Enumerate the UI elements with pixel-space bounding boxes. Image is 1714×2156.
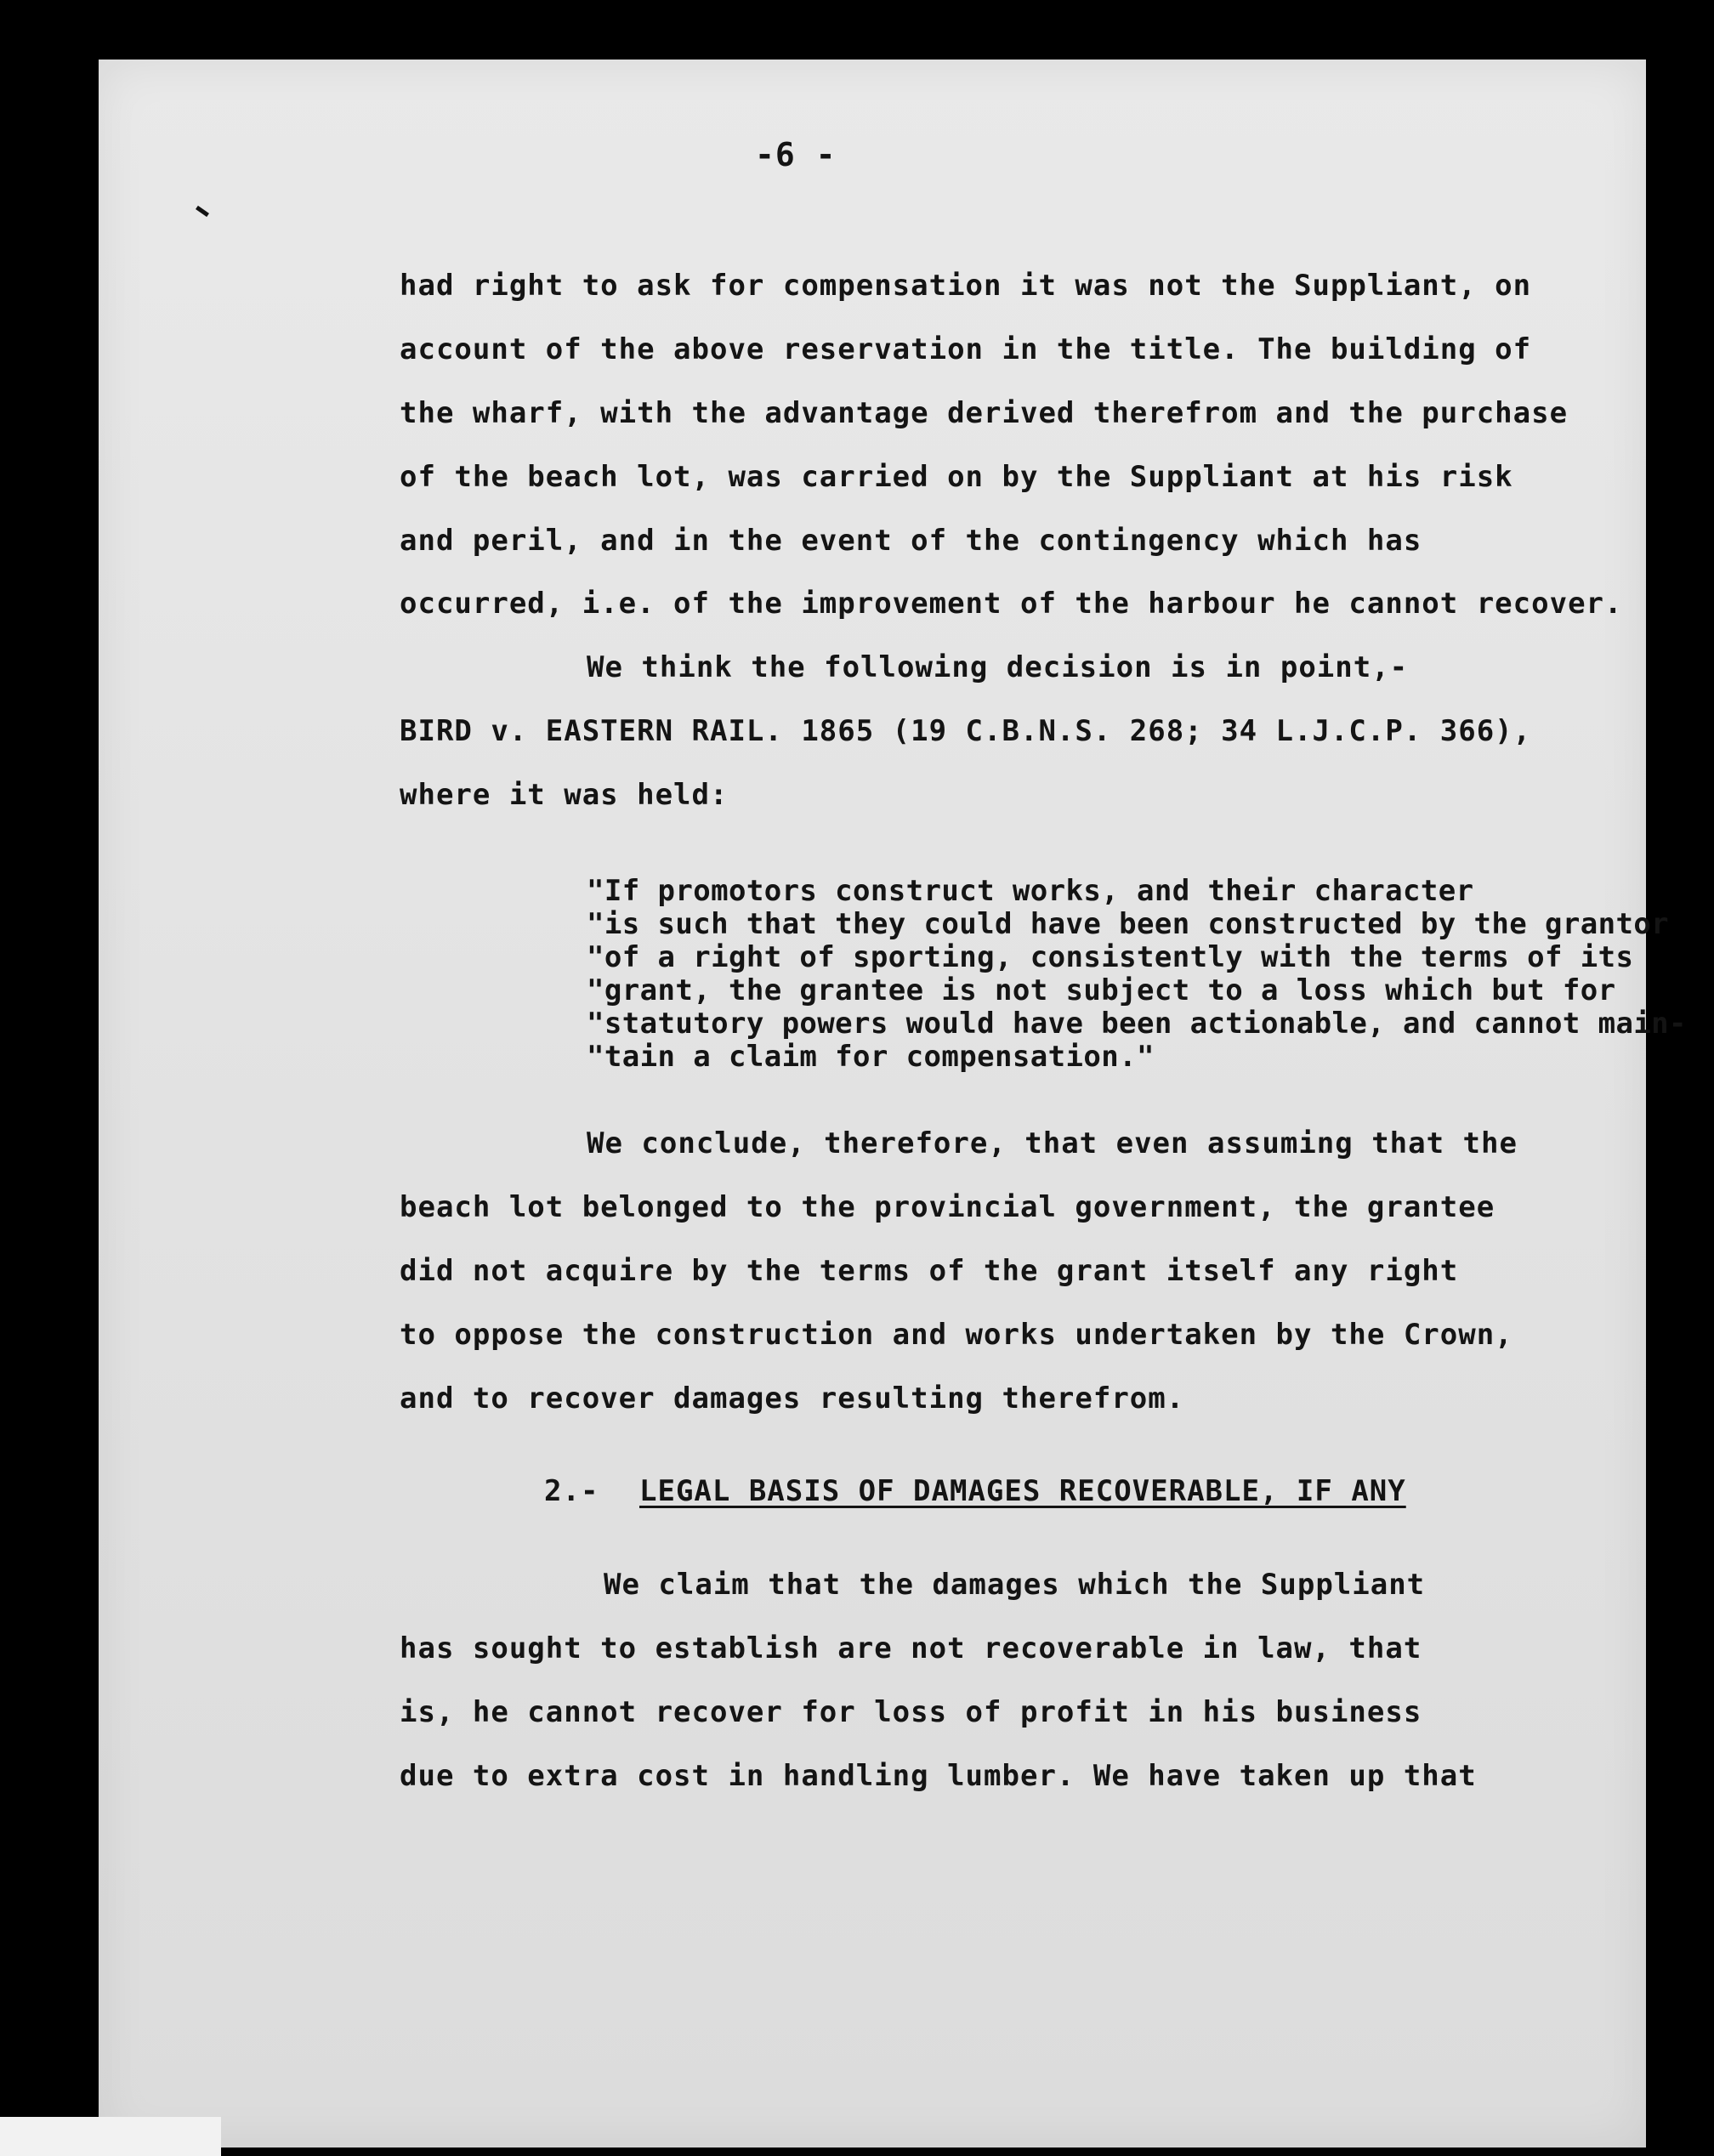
paragraph-2-line-3: where it was held: — [400, 778, 729, 812]
case-citation: BIRD v. EASTERN RAIL. 1865 (19 C.B.N.S. 268; 34 L.J.C.P. 366), — [400, 714, 1532, 748]
paragraph-3-line-2: beach lot belonged to the provincial government, the grantee — [400, 1190, 1495, 1224]
paragraph-4-line-4: due to extra cost in handling lumber. We have taken up that — [400, 1759, 1477, 1793]
section-heading-number: 2.- — [544, 1474, 599, 1508]
quotation-line-6: "tain a claim for compensation." — [587, 1040, 1155, 1074]
paragraph-1-line-2: account of the above reservation in the title. The building of — [400, 332, 1532, 366]
paragraph-2-line-1: We think the following decision is in point,- — [587, 650, 1409, 684]
quotation-line-1: "If promotors construct works, and their character — [587, 874, 1474, 908]
paragraph-4-line-3: is, he cannot recover for loss of profit in his business — [400, 1695, 1422, 1729]
paragraph-1-line-5: and peril, and in the event of the contingency which has — [400, 524, 1422, 558]
paragraph-1-line-6: occurred, i.e. of the improvement of the harbour he cannot recover. — [400, 587, 1623, 621]
paragraph-1-line-3: the wharf, with the advantage derived therefrom and the purchase — [400, 396, 1569, 430]
page-number: -6 - — [755, 136, 837, 173]
paragraph-1-line-4: of the beach lot, was carried on by the Suppliant at his risk — [400, 460, 1513, 494]
paragraph-3-line-3: did not acquire by the terms of the grant itself any right — [400, 1254, 1459, 1288]
paragraph-3-line-4: to oppose the construction and works undertaken by the Crown, — [400, 1318, 1513, 1352]
paragraph-4-line-2: has sought to establish are not recoverable in law, that — [400, 1631, 1422, 1665]
section-heading-title: LEGAL BASIS OF DAMAGES RECOVERABLE, IF ANY — [639, 1474, 1406, 1508]
quotation-line-5: "statutory powers would have been actionable, and cannot main- — [587, 1007, 1687, 1041]
quotation-line-3: "of a right of sporting, consistently with the terms of its — [587, 940, 1634, 974]
paragraph-1-line-1: had right to ask for compensation it was not the Suppliant, on — [400, 269, 1532, 303]
paragraph-4-line-1: We claim that the damages which the Suppliant — [604, 1568, 1426, 1602]
scan-corner-tab — [0, 2117, 221, 2156]
paragraph-3-line-1: We conclude, therefore, that even assuming that the — [587, 1126, 1518, 1160]
quotation-line-2: "is such that they could have been constructed by the grantor — [587, 907, 1670, 941]
paragraph-3-line-5: and to recover damages resulting therefrom. — [400, 1382, 1185, 1416]
quotation-line-4: "grant, the grantee is not subject to a loss which but for — [587, 973, 1616, 1007]
document-page — [99, 60, 1646, 2147]
